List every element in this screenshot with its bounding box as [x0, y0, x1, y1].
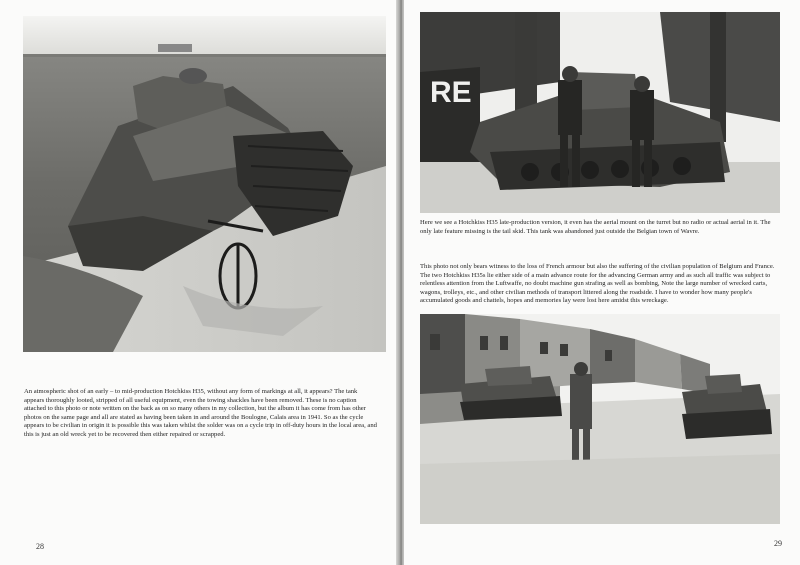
right-page — [404, 0, 800, 565]
tank-in-field-photo — [23, 16, 386, 352]
bottom-photo-caption: This photo not only bears witness to the loss of French armour but also the suffering of the civilian population of Belgium and France. The two Hotchkiss H35s lie either side of a main advance route for the advancing German army and as such all traffic was subject to relentless attention from the Luftwaffe, no doubt machine gun strafing as well as bombing, Note the large number of wrecked carts, wagons, trolleys, etc., and other civilian methods of transport littered along the roadside. I have to wonder how many people's accumulated goods and chattels, hopes and memories lay were lost here amidst this wreckage. — [420, 263, 775, 305]
right-page-number: 29 — [774, 539, 782, 548]
tank-wavre-photo — [420, 12, 780, 213]
top-photo-caption: Here we see a Hotchkiss H35 late-production version, it even has the aerial mount on the turret but no radio or actual aerial in it. The only late feature missing is the tail skid. This tank was abandoned just outside the Belgian town of Wavre. — [420, 219, 771, 235]
left-page — [0, 0, 399, 565]
svg-text:RE: RE — [430, 76, 472, 109]
street-tanks-photo — [420, 314, 780, 524]
left-page-number: 28 — [36, 542, 44, 551]
left-photo-caption: An atmospheric shot of an early – to mid-production Hotchkiss H35, without any form of markings at all, it appears? The tank appears thoroughly looted, stripped of all useful equipment, even the towing shackles have been removed. These is no caption attached to this photo or note written on the back as on so many others in my collection, but the album it has come from has other photos on the same page and all are stated as having been taken in and around the Boulogne, Calais area in 1941. So as the cycle appears to be civilian in origin it is possible this was taken whilst the solder was on a cycle trip in off-duty hours in the local area, and this is just an old wreck yet to be recovered then either repaired or scrapped. — [24, 388, 377, 438]
